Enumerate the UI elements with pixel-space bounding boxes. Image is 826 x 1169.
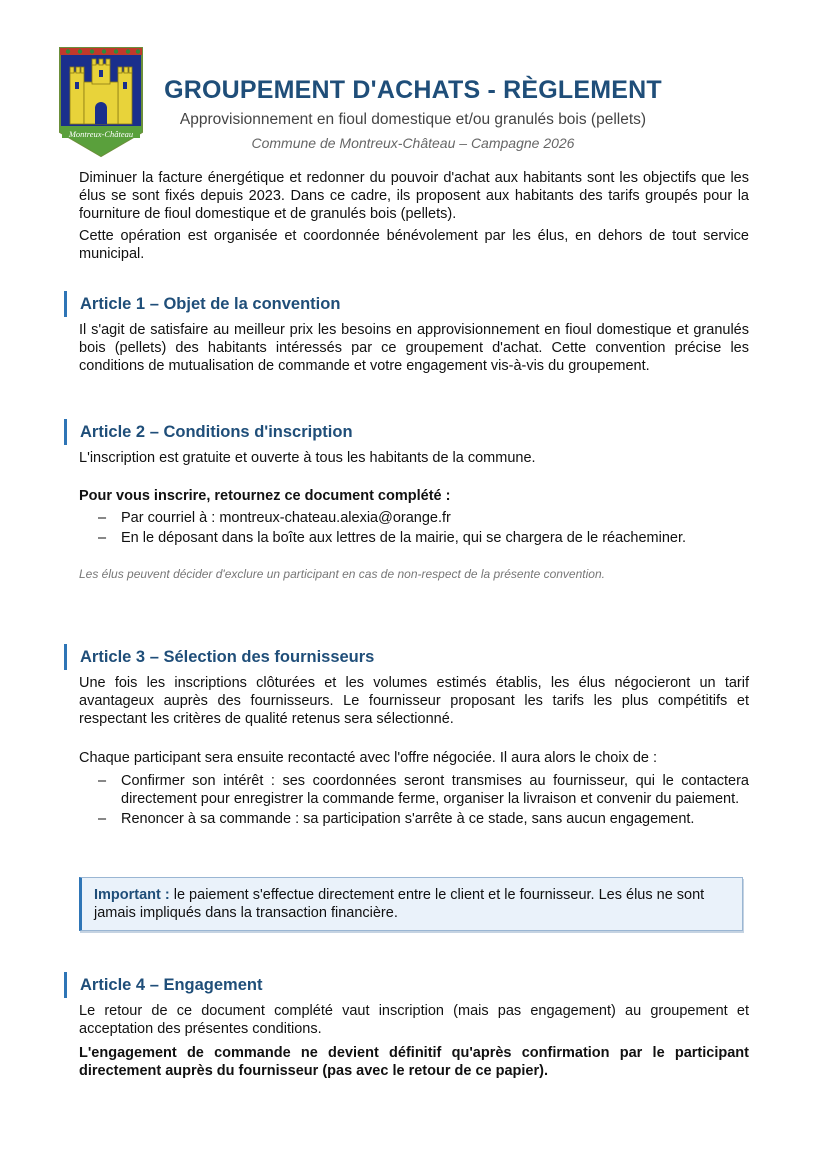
exclusion-note: Les élus peuvent décider d'exclure un participant en cas de non-respect de la présente convention.: [79, 567, 605, 581]
article-3-heading: Article 3 – Sélection des fournisseurs: [64, 644, 374, 670]
article-4-paragraph-2: L'engagement de commande ne devient définitif qu'après confirmation par le participant directement auprès du fournisseur (pas avec le retour de ce papier).: [79, 1045, 749, 1079]
article-3-paragraph-2: Chaque participant sera ensuite recontacté avec l'offre négociée. Il aura alors le choix de :: [79, 750, 658, 766]
intro-paragraph-2: Cette opération est organisée et coordonnée bénévolement par les élus, en dehors de tout service municipal.: [79, 228, 749, 262]
article-4-paragraph-1: Le retour de ce document complété vaut inscription (mais pas engagement) au groupement et acceptation des présentes conditions.: [79, 1003, 749, 1037]
article-1-body: [79, 321, 749, 375]
list-item: – En le déposant dans la boîte aux lettres de la mairie, qui se chargera de le réacheminer.: [79, 529, 749, 547]
article-3-body: [79, 674, 749, 830]
important-text: le paiement s'effectue directement entre le client et le fournisseur. Les élus ne sont jamais impliqués dans la transaction financière.: [94, 887, 705, 921]
important-notice-box: [79, 877, 743, 931]
intro-section: [79, 169, 749, 263]
list-item: – Confirmer son intérêt : ses coordonnées seront transmises au fournisseur, qui le contactera directement pour enregistrer la commande ferme, organiser la livraison et convenir du paiement.: [79, 772, 749, 808]
participant-choices-list: [79, 772, 749, 828]
coat-of-arms-logo: [58, 46, 144, 158]
crest-label: Montreux-Château: [68, 129, 134, 139]
article-2-heading: Article 2 – Conditions d'inscription: [64, 419, 353, 445]
important-label: Important :: [94, 887, 170, 903]
list-item: – Renoncer à sa commande : sa participation s'arrête à ce stade, sans aucun engagement.: [79, 810, 749, 828]
page-subtitle: Approvisionnement en fioul domestique et/ou granulés bois (pellets): [179, 111, 647, 128]
list-item: – Par courriel à : montreux-chateau.alexia@orange.fr: [79, 509, 749, 527]
article-1-heading: Article 1 – Objet de la convention: [64, 291, 340, 317]
article-1-paragraph: Il s'agit de satisfaire au meilleur prix les besoins en approvisionnement en fioul domestique et granulés bois (pellets) des habitants intéressés par ce groupement d'achat. Cette convention précise les conditions de mutualisation de commande et votre engagement vis-à-vis du groupement.: [79, 322, 749, 374]
commune-campaign: Commune de Montreux-Château – Campagne 2026: [251, 135, 575, 151]
article-3-paragraph-1: Une fois les inscriptions clôturées et les volumes estimés établis, les élus négocieront un tarif avantageux auprès des fournisseurs. Le fournisseur proposant les tarifs les plus compétitifs et respectant les critères de qualité retenus sera sélectionné.: [79, 675, 749, 727]
article-2-paragraph: L'inscription est gratuite et ouverte à tous les habitants de la commune.: [79, 450, 536, 466]
article-4-heading: Article 4 – Engagement: [64, 972, 262, 998]
article-4-body: [79, 1002, 749, 1080]
registration-methods-list: [79, 509, 749, 547]
registration-instructions: Pour vous inscrire, retournez ce document complété :: [79, 488, 451, 504]
article-2-body: [79, 449, 749, 583]
intro-paragraph-1: Diminuer la facture énergétique et redonner du pouvoir d'achat aux habitants sont les objectifs que les élus se sont fixés depuis 2023. Dans ce cadre, ils proposent aux habitants des tarifs groupés pour la fourniture de fioul domestique et de granulés bois (pellets).: [79, 170, 749, 222]
page-title: GROUPEMENT D'ACHATS - RÈGLEMENT: [164, 76, 662, 104]
